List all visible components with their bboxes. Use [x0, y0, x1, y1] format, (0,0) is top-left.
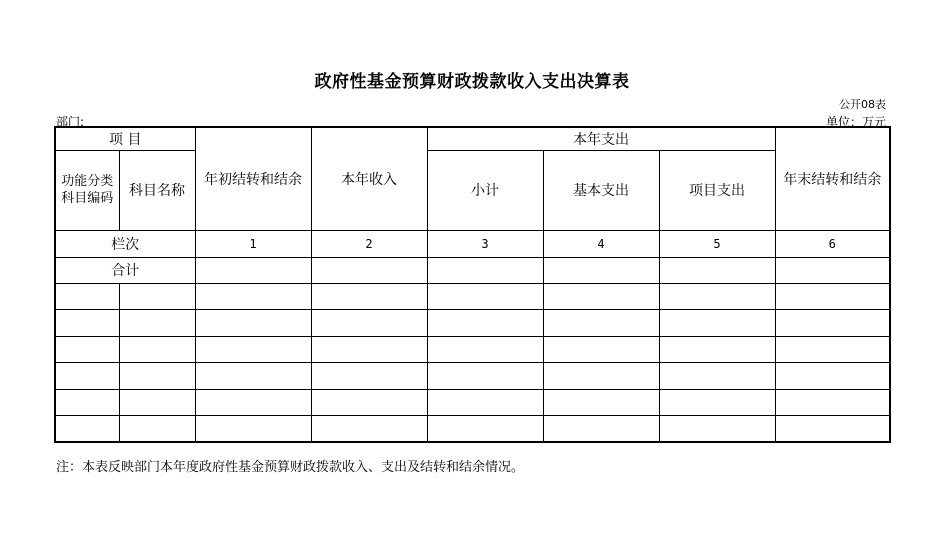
header-item: 项 目 [55, 127, 195, 150]
table-cell [311, 310, 427, 337]
table-cell [427, 363, 543, 390]
seq-num: 3 [427, 230, 543, 257]
total-cell [659, 257, 775, 283]
table-cell [427, 336, 543, 363]
seq-num: 1 [195, 230, 311, 257]
header-project: 项目支出 [659, 150, 775, 230]
table-cell [775, 363, 890, 390]
table-cell [427, 283, 543, 310]
table-cell [311, 363, 427, 390]
table-row [55, 283, 890, 310]
table-cell [55, 416, 119, 443]
seq-row [55, 230, 890, 257]
seq-num: 4 [543, 230, 659, 257]
total-label: 合计 [55, 257, 195, 283]
table-cell [427, 389, 543, 416]
table-cell [55, 363, 119, 390]
seq-num: 2 [311, 230, 427, 257]
table-cell [543, 416, 659, 443]
table-cell [659, 416, 775, 443]
total-cell [775, 257, 890, 283]
table-cell [55, 283, 119, 310]
table-row [55, 416, 890, 443]
table-cell [543, 363, 659, 390]
seq-label: 栏次 [55, 230, 195, 257]
table-row [55, 363, 890, 390]
unit-label: 单位：万元 [825, 115, 886, 129]
total-cell [311, 257, 427, 283]
table-cell [311, 283, 427, 310]
table-row [55, 310, 890, 337]
table-cell [55, 310, 119, 337]
footnote: 注：本表反映部门本年度政府性基金预算财政拨款收入、支出及结转和结余情况。 [56, 460, 525, 475]
table-cell [543, 389, 659, 416]
header-income: 本年收入 [311, 127, 427, 230]
table-cell [195, 363, 311, 390]
report-table [54, 126, 891, 443]
table-cell [311, 389, 427, 416]
table-cell [119, 416, 195, 443]
seq-num: 6 [775, 230, 890, 257]
header-begin-balance: 年初结转和结余 [195, 127, 311, 230]
table-cell [659, 310, 775, 337]
table-cell [195, 310, 311, 337]
table-cell [659, 336, 775, 363]
table-cell [427, 416, 543, 443]
header-subtotal: 小计 [427, 150, 543, 230]
table-cell [659, 283, 775, 310]
page-title: 政府性基金预算财政拨款收入支出决算表 [314, 72, 630, 92]
table-cell [427, 310, 543, 337]
table-cell [195, 336, 311, 363]
header-end-balance: 年末结转和结余 [775, 127, 890, 230]
table-cell [195, 283, 311, 310]
table-cell [311, 336, 427, 363]
table-row [55, 336, 890, 363]
total-cell [195, 257, 311, 283]
table-cell [195, 416, 311, 443]
table-cell [119, 336, 195, 363]
table-cell [195, 389, 311, 416]
table-cell [775, 336, 890, 363]
table-cell [775, 416, 890, 443]
header-subject-name: 科目名称 [119, 150, 195, 230]
table-cell [543, 310, 659, 337]
header-basic: 基本支出 [543, 150, 659, 230]
table-cell [119, 283, 195, 310]
table-cell [55, 336, 119, 363]
table-cell [119, 310, 195, 337]
table-cell [119, 363, 195, 390]
table-cell [659, 389, 775, 416]
table-cell [119, 389, 195, 416]
form-number: 公开08表 [839, 98, 886, 111]
table-row [55, 389, 890, 416]
table-cell [311, 416, 427, 443]
table-cell [775, 310, 890, 337]
table-cell [775, 283, 890, 310]
department-label: 部门: [56, 115, 85, 129]
table-cell [543, 283, 659, 310]
total-row [55, 257, 890, 283]
table-cell [543, 336, 659, 363]
seq-num: 5 [659, 230, 775, 257]
total-cell [543, 257, 659, 283]
total-cell [427, 257, 543, 283]
table-cell [55, 389, 119, 416]
header-class-code: 功能分类科目编码 [55, 150, 119, 230]
table-cell [659, 363, 775, 390]
table-cell [775, 389, 890, 416]
header-expense-group: 本年支出 [427, 127, 775, 150]
